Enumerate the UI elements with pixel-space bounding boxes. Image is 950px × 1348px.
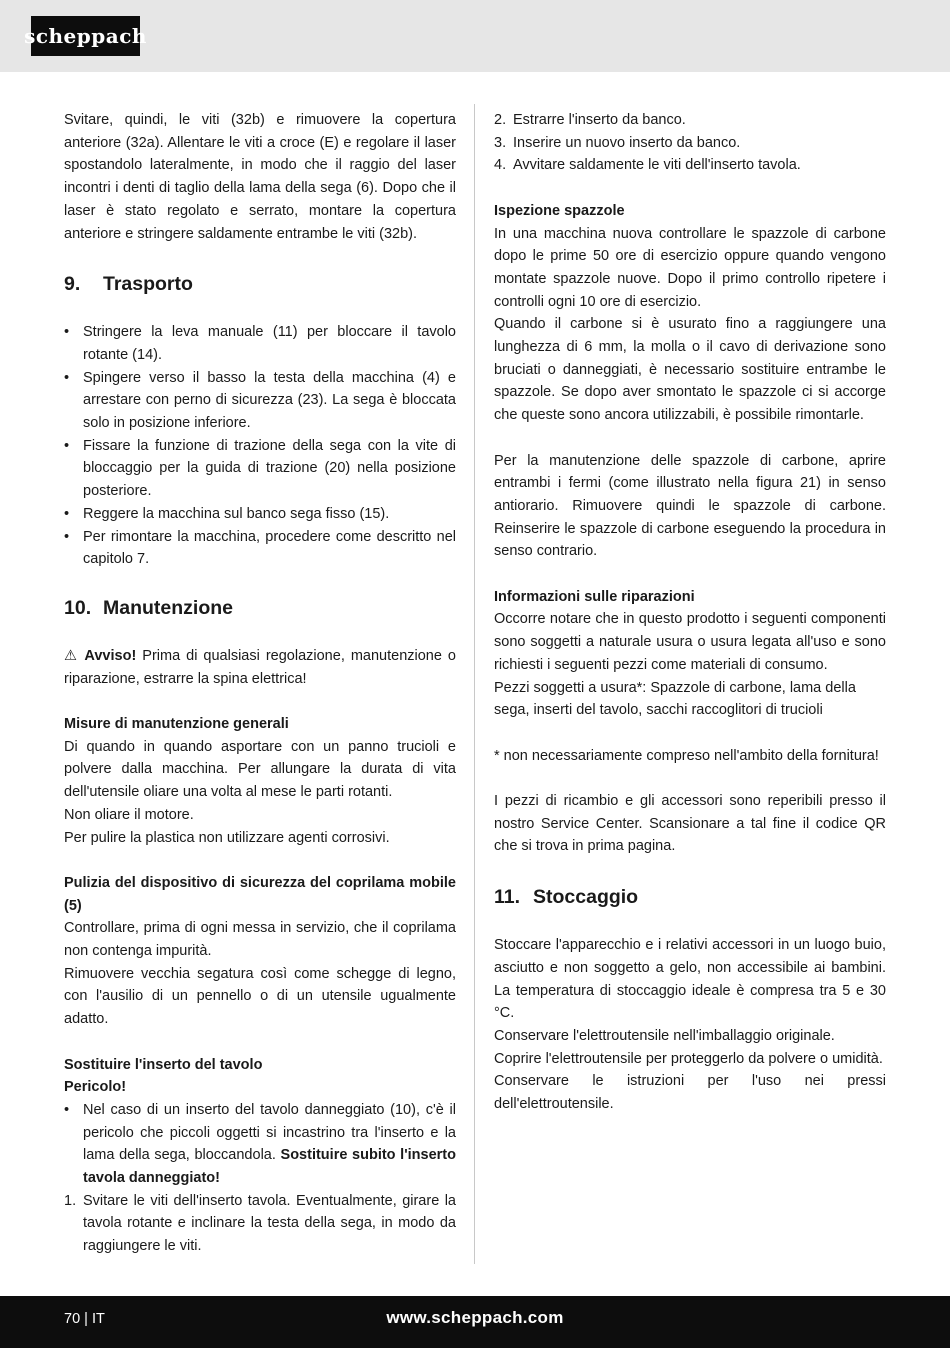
- website-link[interactable]: www.scheppach.com: [386, 1308, 564, 1327]
- list-item: 3. Inserire un nuovo inserto da banco.: [494, 134, 741, 151]
- repair-line: Occorre notare che in questo prodotto i seguenti componenti sono soggetti a naturale usura o usura legata all'uso e sono richiesti i seguenti pezzi come materiali di consumo.: [494, 611, 886, 673]
- insert-list: [64, 1099, 456, 1190]
- brush-paragraph: Per la manutenzione delle spazzole di carbone, aprire entrambi i fermi (come illustrato nella figura 21) in senso antiorario. Rimuovere quindi le spazzole di carbone. Reinserire le spazzole di carbone eseguendo la procedura in senso contrario.: [494, 452, 886, 560]
- list-item: • Per rimontare la macchina, procedere come descritto nel capitolo 7.: [64, 528, 456, 568]
- repair-line: Pezzi soggetti a usura*: Spazzole di carbone, lama della sega, inserti del tavolo, sacchi raccoglitori di trucioli: [494, 679, 856, 719]
- column-divider: [474, 104, 475, 1264]
- general-line: Di quando in quando asportare con un panno trucioli e polvere dalla macchina. Per allungare la durata di vita dell'utensile oliare una volta al mese le parti rotanti.: [64, 738, 456, 801]
- storage-line: Stoccare l'apparecchio e i relativi accessori in un luogo buio, asciutto e non soggetto a gelo, non accessibile ai bambini. La temperatura di stoccaggio ideale è compresa tra 5 e 30 °C.: [494, 937, 886, 1022]
- list-item: • Spingere verso il basso la testa della macchina (4) e arrestare con perno di sicurezza (23). La sega è bloccata solo in posizione inferiore.: [64, 369, 456, 432]
- subheading-brushes: Ispezione spazzole: [494, 202, 625, 219]
- danger-label: Pericolo!: [64, 1079, 127, 1096]
- warning-paragraph: ⚠ Avviso! Prima di qualsiasi regolazione, manutenzione o riparazione, estrarre la spina elettrica!: [64, 647, 456, 687]
- storage-line: Conservare le istruzioni per l'uso nei pressi dell'elettroutensile.: [494, 1073, 886, 1113]
- warning-label: ⚠ Avviso!: [64, 647, 137, 664]
- footer-bar: [0, 1296, 950, 1348]
- list-item: • Fissare la funzione di trazione della sega con la vite di bloccaggio per la guida di trazione (20) nella posizione posteriore.: [64, 437, 456, 500]
- list-item: 2. Estrarre l'inserto da banco.: [494, 112, 686, 128]
- section-heading-maintenance: 10. Manutenzione: [64, 596, 233, 619]
- page-number: 70 | IT: [64, 1311, 105, 1327]
- brand-logo: scheppach: [31, 16, 140, 56]
- subheading-repairs: Informazioni sulle riparazioni: [494, 588, 695, 605]
- brush-line: In una macchina nuova controllare le spazzole di carbone dopo le prime 50 ore di esercizio oppure quando vengono montate spazzole nuove. Dopo il primo controllo ripetere i controlli ogni 10 ore di esercizio.: [494, 225, 886, 310]
- left-column: [64, 109, 456, 1258]
- list-item: • Stringere la leva manuale (11) per bloccare il tavolo rotante (14).: [64, 324, 456, 363]
- guard-line: Controllare, prima di ogni messa in servizio, che il coprilama non contenga impurità.: [64, 920, 456, 960]
- section-heading-storage: 11. Stoccaggio: [494, 886, 639, 909]
- laser-adjust-paragraph: Svitare, quindi, le viti (32b) e rimuovere la copertura anteriore (32a). Allentare le viti a croce (E) e regolare il laser spostandolo lateralmente, in modo che il raggio del laser incontri i denti di taglio della lama della sega (6). Dopo che il laser è stato regolato e serrato, montare la copertura anteriore e stringere saldamente entrambe le viti (32b).: [64, 112, 456, 242]
- general-line: Non oliare il motore.: [64, 806, 194, 823]
- right-column: [494, 109, 886, 1116]
- general-line: Per pulire la plastica non utilizzare agenti corrosivi.: [64, 829, 390, 846]
- storage-line: Conservare l'elettroutensile nell'imballaggio originale.: [494, 1027, 835, 1044]
- storage-line: Coprire l'elettroutensile per proteggerlo da polvere o umidità.: [494, 1050, 883, 1067]
- subheading-insert: Sostituire l'inserto del tavolo: [64, 1056, 263, 1073]
- insert-steps: [64, 1190, 456, 1258]
- spare-parts-paragraph: I pezzi di ricambio e gli accessori sono reperibili presso il nostro Service Center. Scansionare a tal fine il codice QR che si trova in prima pagina.: [494, 793, 886, 855]
- footnote: * non necessariamente compreso nell'ambito della fornitura!: [494, 747, 879, 764]
- brush-line: Quando il carbone si è usurato fino a raggiungere una lunghezza di 6 mm, la molla o il cavo di derivazione sono bruciati o danneggiati, è necessario sostituire entrambe le spazzole. Se dopo aver smontato le spazzole ci si accorge che queste sono ancora utilizzabili, è possibile rimontarle.: [494, 316, 886, 424]
- insert-steps-continued: [494, 109, 886, 177]
- list-item: • Reggere la macchina sul banco sega fisso (15).: [64, 505, 390, 522]
- subheading-general: Misure di manutenzione generali: [64, 716, 289, 733]
- transport-list: [64, 321, 456, 571]
- list-item: 1. Svitare le viti dell'inserto tavola. Eventualmente, girare la tavola rotante e inclinare la testa della sega, in modo da raggiungere le viti.: [64, 1192, 456, 1255]
- header-bar: [0, 0, 950, 72]
- list-item: • Nel caso di un inserto del tavolo danneggiato (10), c'è il pericolo che piccoli oggetti si incastrino tra l'inserto e la lama della sega, bloccandola. Sostituire subito l'inserto tavola danneggiato!: [64, 1101, 456, 1187]
- section-heading-transport: 9. Trasporto: [64, 273, 193, 296]
- subheading-guard: Pulizia del dispositivo di sicurezza del coprilama mobile (5): [64, 874, 456, 914]
- list-item: 4. Avvitare saldamente le viti dell'inserto tavola.: [494, 157, 801, 174]
- guard-line: Rimuovere vecchia segatura così come schegge di legno, con l'ausilio di un pennello o di un utensile ugualmente adatto.: [64, 965, 456, 1028]
